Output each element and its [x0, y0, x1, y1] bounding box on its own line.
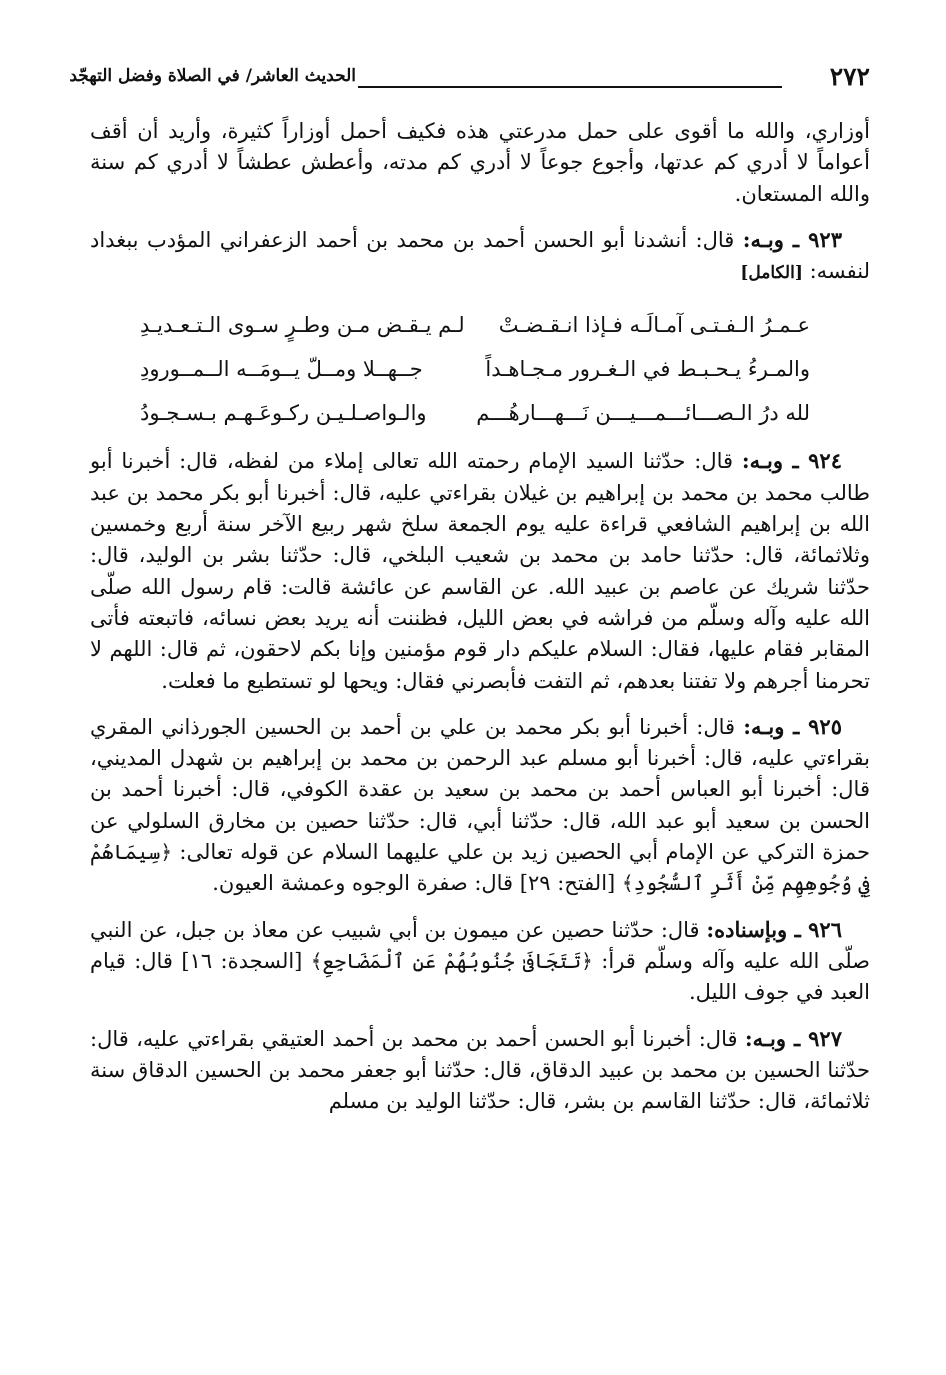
- hadith-925: [90, 711, 870, 900]
- poem: [90, 303, 870, 435]
- paragraph-continuation: [90, 116, 870, 210]
- verse-first-hemistich: والمـرءُ يـحـبـط في الـغـرور مـجـاهـداً: [485, 357, 810, 382]
- hadith-923: [90, 224, 870, 290]
- verse-second-hemistich: جــهــلا ومــلّ يــومَــه الــمــورودِ: [140, 357, 423, 382]
- page-body: [90, 116, 870, 1131]
- hadith-number: ٩٢٦ ـ وبإسناده:: [706, 916, 842, 942]
- header-rule: [358, 86, 782, 88]
- paragraph-text: قال: أخبرنا أبو الحسن أحمد بن محمد بن أحمد العتيقي بقراءتي عليه، قال: حدّثنا الحسين بن محمد بن عبيد الدقاق، قال: حدّثنا أبو جعفر محمد بن الحسين الدقاق سنة ثلاثمائة، قال: حدّثنا القاسم بن بشر، قال: حدّثنا الوليد بن مسلم: [90, 1026, 870, 1114]
- hadith-926: [90, 914, 870, 1009]
- hadith-number: ٩٢٧ ـ وبـه:: [744, 1025, 842, 1051]
- poem-verse: [90, 391, 870, 435]
- paragraph-text: [الفتح: ٢٩] قال: صفرة الوجوه وعمشة العيون.: [212, 871, 622, 896]
- quran-verse: ﴿سِيمَاهُمْ فِي وُجُوهِهِم مِّنْ أَثَرِ ٱلسُّجُودِ﴾: [90, 840, 870, 896]
- paragraph-text: قال: أخبرنا أبو بكر محمد بن علي بن أحمد بن الحسين الجورذاني المقري بقراءتي عليه، قال: أخبرنا أبو مسلم عبد الرحمن بن محمد بن إبراهيم بن شهدل المديني، قال: أخبرنا أبو العباس أحمد بن محمد بن سعيد بن عقدة الكوفي، قال: أخبرنا أحمد بن الحسن بن سعيد أبو عبد الله، قال: حدّثنا أبي، قال: حدّثنا حصين بن مخارق السلولي عن حمزة التركي عن الإمام أبي الحصين زيد بن علي عليهما السلام عن قوله تعالى:: [90, 714, 871, 865]
- running-title: الحديث العاشر/ في الصلاة وفضل التهجّد: [69, 66, 356, 86]
- paragraph-text: قال: حدّثنا حصين عن ميمون بن أبي شبيب عن معاذ بن جبل، عن النبي صلّى الله عليه وآله وسلّم قرأ:: [90, 917, 871, 973]
- verse-first-hemistich: عـمـرُ الـفـتـى آمـالَـه فـإذا انـقـضـتْ: [498, 313, 810, 338]
- paragraph-text: قال: حدّثنا السيد الإمام رحمته الله تعالى إملاء من لفظه، قال: أخبرنا أبو طالب محمد بن محمد بن إبراهيم بن غيلان بقراءتي عليه، قال: أخبرنا أبو بكر محمد بن عبد الله بن إبراهيم الشافعي قراءة عليه يوم الجمعة سلخ شهر ربيع الآخر سنة أربع وخمسين وثلاثمائة، قال: حدّثنا حامد بن محمد بن شعيب البلخي، قال: حدّثنا بشر بن الوليد، قال: حدّثنا شريك عن عاصم بن عبيد الله. عن القاسم عن عائشة قالت: قام رسول الله صلّى الله عليه وآله وسلّم من فراشه في بعض الليل، فظننت أنه يريد بعض نسائه، فاتبعته فأتى المقابر فقام عليها، فقال: السلام عليكم دار قوم مؤمنين وإنا بكم لاحقون، ثم قال: اللهم لا تحرمنا أجرهم ولا تفتنا بعدهم، ثم التفت فأبصرني فقال: ويحها لو تستطيع ما فعلت.: [90, 449, 870, 693]
- hadith-number: ٩٢٤ ـ وبـه:: [741, 448, 842, 474]
- hadith-924: [90, 445, 870, 696]
- hadith-number: ٩٢٣ ـ وبـه:: [742, 226, 842, 252]
- quran-verse: ﴿تَتَجَافَىٰ جُنُوبُهُمْ عَنِ ٱلْمَضَاجِعِ﴾: [310, 948, 593, 973]
- verse-second-hemistich: لـم يـقـض مـن وطـرٍ سـوى الـتـعـديـدِ: [140, 313, 465, 338]
- poem-verse: [90, 347, 870, 391]
- hadith-927: [90, 1023, 870, 1118]
- verse-first-hemistich: لله درُ الـصـــائـــمـــيـــن نَـــهـــارهُـــم: [476, 401, 810, 426]
- paragraph-text: [السجدة: ١٦] قال: قيام العبد في جوف الليل.: [90, 948, 870, 1005]
- poem-verse: [90, 303, 870, 347]
- paragraph-text: قال: أنشدنا أبو الحسن أحمد بن محمد بن أحمد الزعفراني المؤدب ببغداد لنفسه:: [90, 227, 870, 284]
- page-header: [69, 62, 870, 96]
- hadith-number: ٩٢٥ ـ وبـه:: [743, 713, 842, 739]
- poetic-meter: [الكامل]: [740, 263, 803, 284]
- page-number: ٢٧٢: [829, 62, 870, 91]
- verse-second-hemistich: والـواصـلـيـن ركـوعَـهـم بـسـجـودُ: [140, 401, 427, 426]
- paragraph-text: أوزاري، والله ما أقوى على حمل مدرعتي هذه فكيف أحمل أوزاراً كثيرة، وأريد أن أقف أعواماً لا أدري كم عدتها، وأجوع جوعاً لا أدري كم مدته، وأعطش عطشاً لا أدري كم سنة والله المستعان.: [90, 119, 870, 206]
